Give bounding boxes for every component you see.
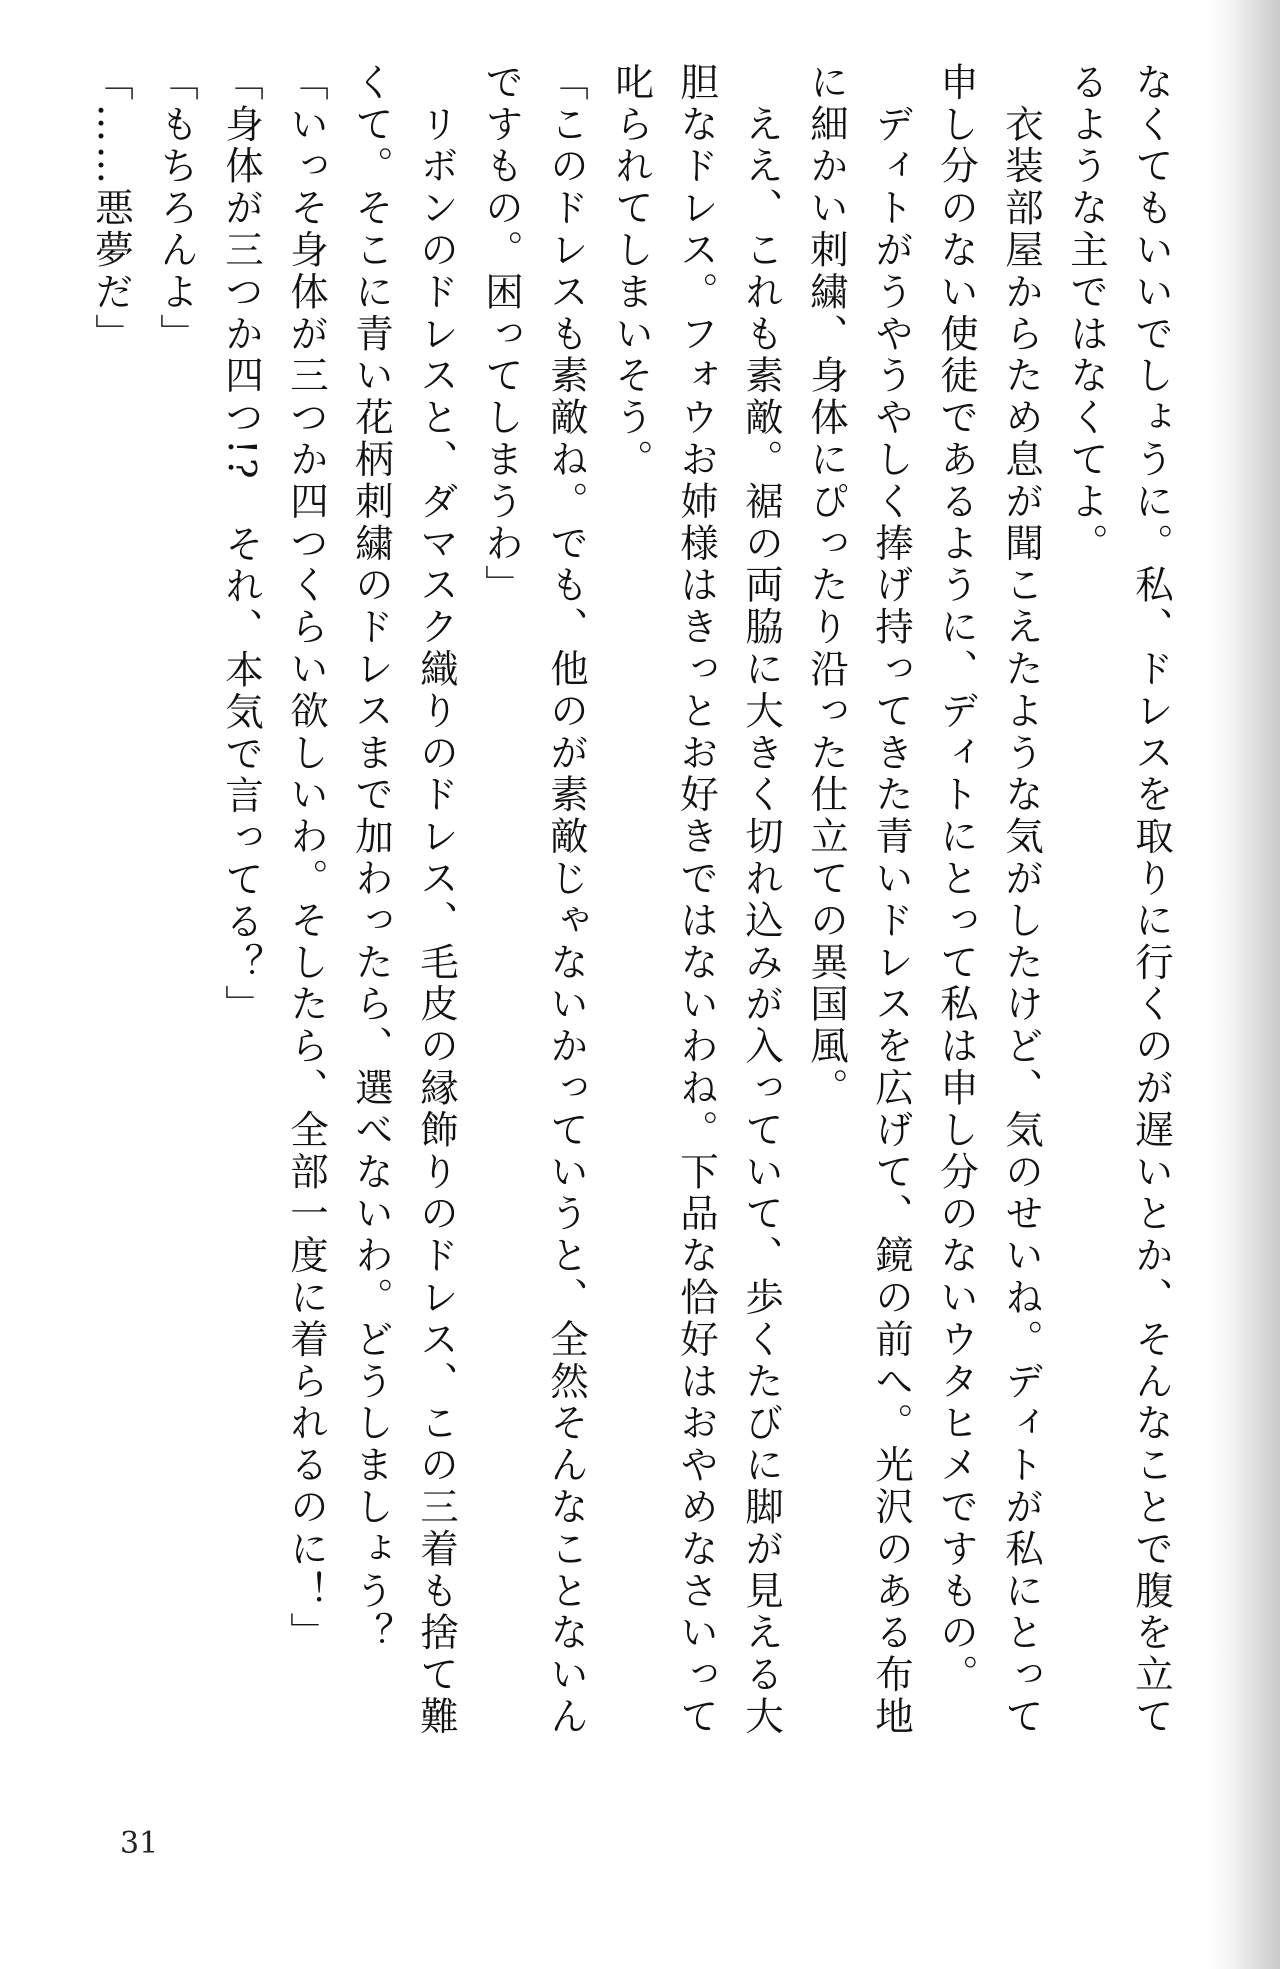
text-line: に細かい刺繍、身体にぴったり沿った仕立ての異国風。	[804, 62, 849, 1110]
text-line: リボンのドレスと、ダマスク織りのドレス、毛皮の縁飾りのドレス、この三着も捨て難	[414, 62, 459, 1738]
text-line: くて。そこに青い花柄刺繍のドレスまで加わったら、選べないわ。どうしましょう？	[349, 62, 394, 1655]
vertical-text-body	[79, 62, 1184, 1738]
text-line: 「身体が三つか四つ!? それ、本気で言ってる？」	[219, 62, 264, 1027]
text-line: るような主ではなくてよ。	[1064, 62, 1109, 565]
text-line: 「もちろんよ」	[154, 62, 199, 356]
text-line: 申し分のない使徒であるように、ディトにとって私は申し分のないウタヒメですもの。	[934, 62, 979, 1697]
text-line: 胆なドレス。フォウお姉様はきっとお好きではないわね。下品な恰好はおやめなさいって	[674, 62, 719, 1738]
text-line: ええ、これも素敵。裾の両脇に大きく切れ込みが入っていて、歩くたびに脚が見える大	[739, 62, 784, 1738]
binding-gutter-shadow	[1210, 0, 1280, 1969]
text-line: 衣装部屋からため息が聞こえたような気がしたけど、気のせいね。ディトが私にとって	[999, 62, 1044, 1738]
text-line: 「このドレスも素敵ね。でも、他のが素敵じゃないかっていうと、全然そんなことないん	[544, 62, 589, 1738]
page-number: 31	[120, 1826, 159, 1861]
text-line: なくてもいいでしょうに。私、ドレスを取りに行くのが遅いとか、そんなことで腹を立て	[1129, 62, 1174, 1738]
text-line: 叱られてしまいそう。	[609, 62, 654, 481]
text-line: ですもの。困ってしまうわ」	[479, 62, 524, 607]
text-line: ディトがうやうやしく捧げ持ってきた青いドレスを広げて、鏡の前へ。光沢のある布地	[869, 62, 914, 1738]
text-line: 「……悪夢だ」	[89, 62, 134, 356]
text-line: 「いっそ身体が三つか四つくらい欲しいわ。そしたら、全部一度に着られるのに！」	[284, 62, 329, 1655]
